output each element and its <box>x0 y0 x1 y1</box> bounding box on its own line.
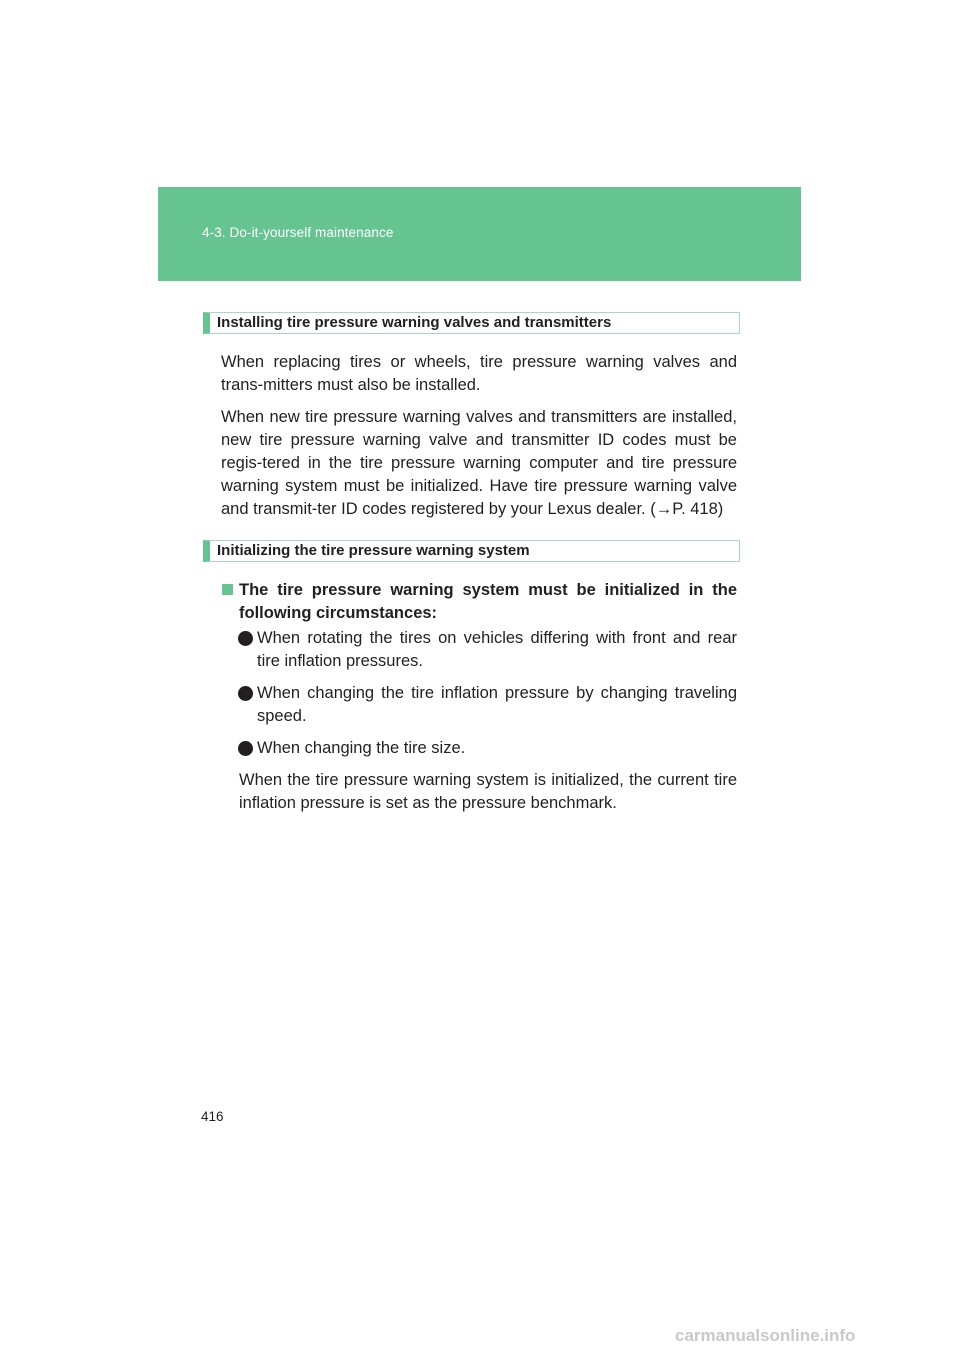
section-title: Installing tire pressure warning valves and transmitters <box>217 314 612 331</box>
list-item: When rotating the tires on vehicles differing with front and rear tire inflation pressures. <box>257 629 737 670</box>
section-title: Initializing the tire pressure warning system <box>217 542 530 559</box>
list-item: When changing the tire size. <box>257 739 466 757</box>
paragraph-benchmark: When the tire pressure warning system is initialized, the current tire inflation pressure is set as the pressure benchmark. <box>239 771 737 812</box>
page-number: 416 <box>201 1109 224 1124</box>
list-item: When changing the tire inflation pressure by changing traveling speed. <box>257 684 737 725</box>
subheading-circumstances: The tire pressure warning system must be initialized in the following circumstances: <box>239 581 737 622</box>
bullet-dot-icon <box>238 631 253 646</box>
bullet-dot-icon <box>238 741 253 756</box>
watermark: carmanualsonline.info <box>675 1326 856 1345</box>
bullet-dot-icon <box>238 686 253 701</box>
paragraph-registration: When new tire pressure warning valves and transmitters are installed, new tire pressure warning valve and transmitter ID codes must be regis-tered in the tire pressure warning computer and tire pressure warning system must be initialized. Have tire pressure warning valve and transmit-ter ID codes registered by your Lexus dealer. (→P. 418) <box>221 408 737 518</box>
square-bullet-icon <box>222 584 233 595</box>
section-heading-installing <box>203 312 740 334</box>
section-heading-initializing <box>203 540 740 562</box>
chapter-section-label: 4-3. Do-it-yourself maintenance <box>202 225 394 240</box>
paragraph-replacing: When replacing tires or wheels, tire pressure warning valves and trans-mitters must also be installed. <box>221 353 737 394</box>
chapter-header-band <box>158 187 801 281</box>
